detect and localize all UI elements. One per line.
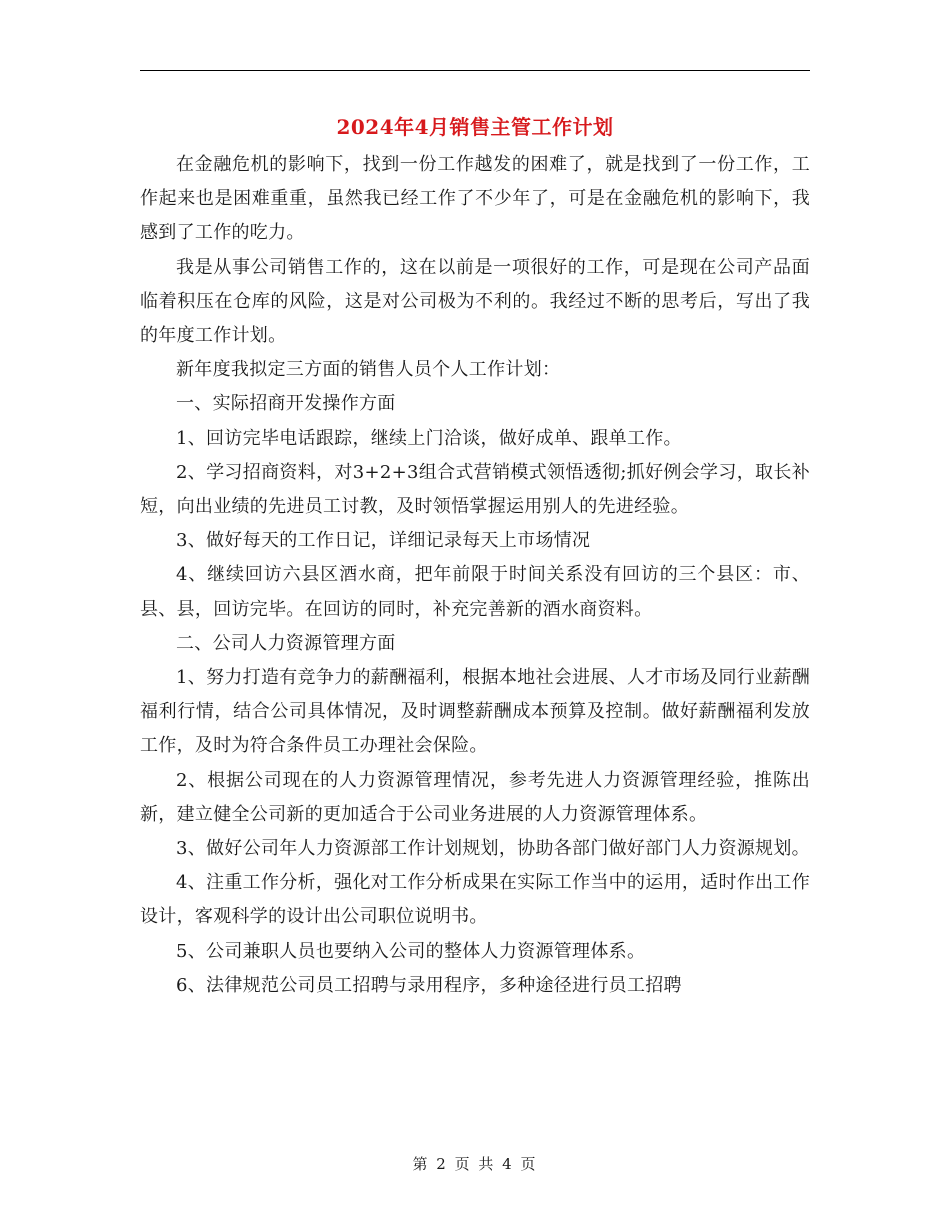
list-item: 4、注重工作分析，强化对工作分析成果在实际工作当中的运用，适时作出工作设计，客观科学的设计出公司职位说明书。 (140, 872, 810, 928)
list-item: 5、公司兼职人员也要纳入公司的整体人力资源管理体系。 (176, 940, 646, 962)
list-item: 3、做好公司年人力资源部工作计划规划，协助各部门做好部门人力资源规划。 (176, 838, 810, 860)
list-item: 2、根据公司现在的人力资源管理情况，参考先进人力资源管理经验，推陈出新，建立健全公司新的更加适合于公司业务进展的人力资源管理体系。 (140, 769, 810, 825)
document-body (140, 148, 810, 1003)
list-item: 6、法律规范公司员工招聘与录用程序，多种途径进行员工招聘 (176, 974, 682, 996)
section-heading: 二、公司人力资源管理方面 (176, 632, 396, 654)
list-item: 1、努力打造有竞争力的薪酬福利，根据本地社会进展、人才市场及同行业薪酬福利行情，结合公司具体情况，及时调整薪酬成本预算及控制。做好薪酬福利发放工作，及时为符合条件员工办理社会保险。 (140, 667, 810, 757)
document-title: 2024年4月销售主管工作计划 (336, 115, 614, 139)
paragraph: 我是从事公司销售工作的，这在以前是一项很好的工作，可是现在公司产品面临着积压在仓库的风险，这是对公司极为不利的。我经过不断的思考后，写出了我的年度工作计划。 (140, 256, 810, 347)
page-number-footer: 第 2 页 共 4 页 (412, 1155, 538, 1173)
list-item: 4、继续回访六县区酒水商，把年前限于时间关系没有回访的三个县区：市、县、县，回访完毕。在回访的同时，补充完善新的酒水商资料。 (140, 564, 810, 620)
header-rule (140, 70, 810, 71)
list-item: 2、学习招商资料，对3+2+3组合式营销模式领悟透彻;抓好例会学习，取长补短，向出业绩的先进员工讨教，及时领悟掌握运用别人的先进经验。 (140, 461, 810, 518)
list-item: 3、做好每天的工作日记，详细记录每天上市场情况 (176, 530, 591, 552)
section-heading: 一、实际招商开发操作方面 (176, 393, 396, 415)
list-item: 1、回访完毕电话跟踪，继续上门洽谈，做好成单、跟单工作。 (176, 427, 682, 449)
paragraph: 在金融危机的影响下，找到一份工作越发的困难了，就是找到了一份工作，工作起来也是困难重重，虽然我已经工作了不少年了，可是在金融危机的影响下，我感到了工作的吃力。 (140, 154, 810, 244)
paragraph: 新年度我拟定三方面的销售人员个人工作计划： (176, 359, 561, 381)
